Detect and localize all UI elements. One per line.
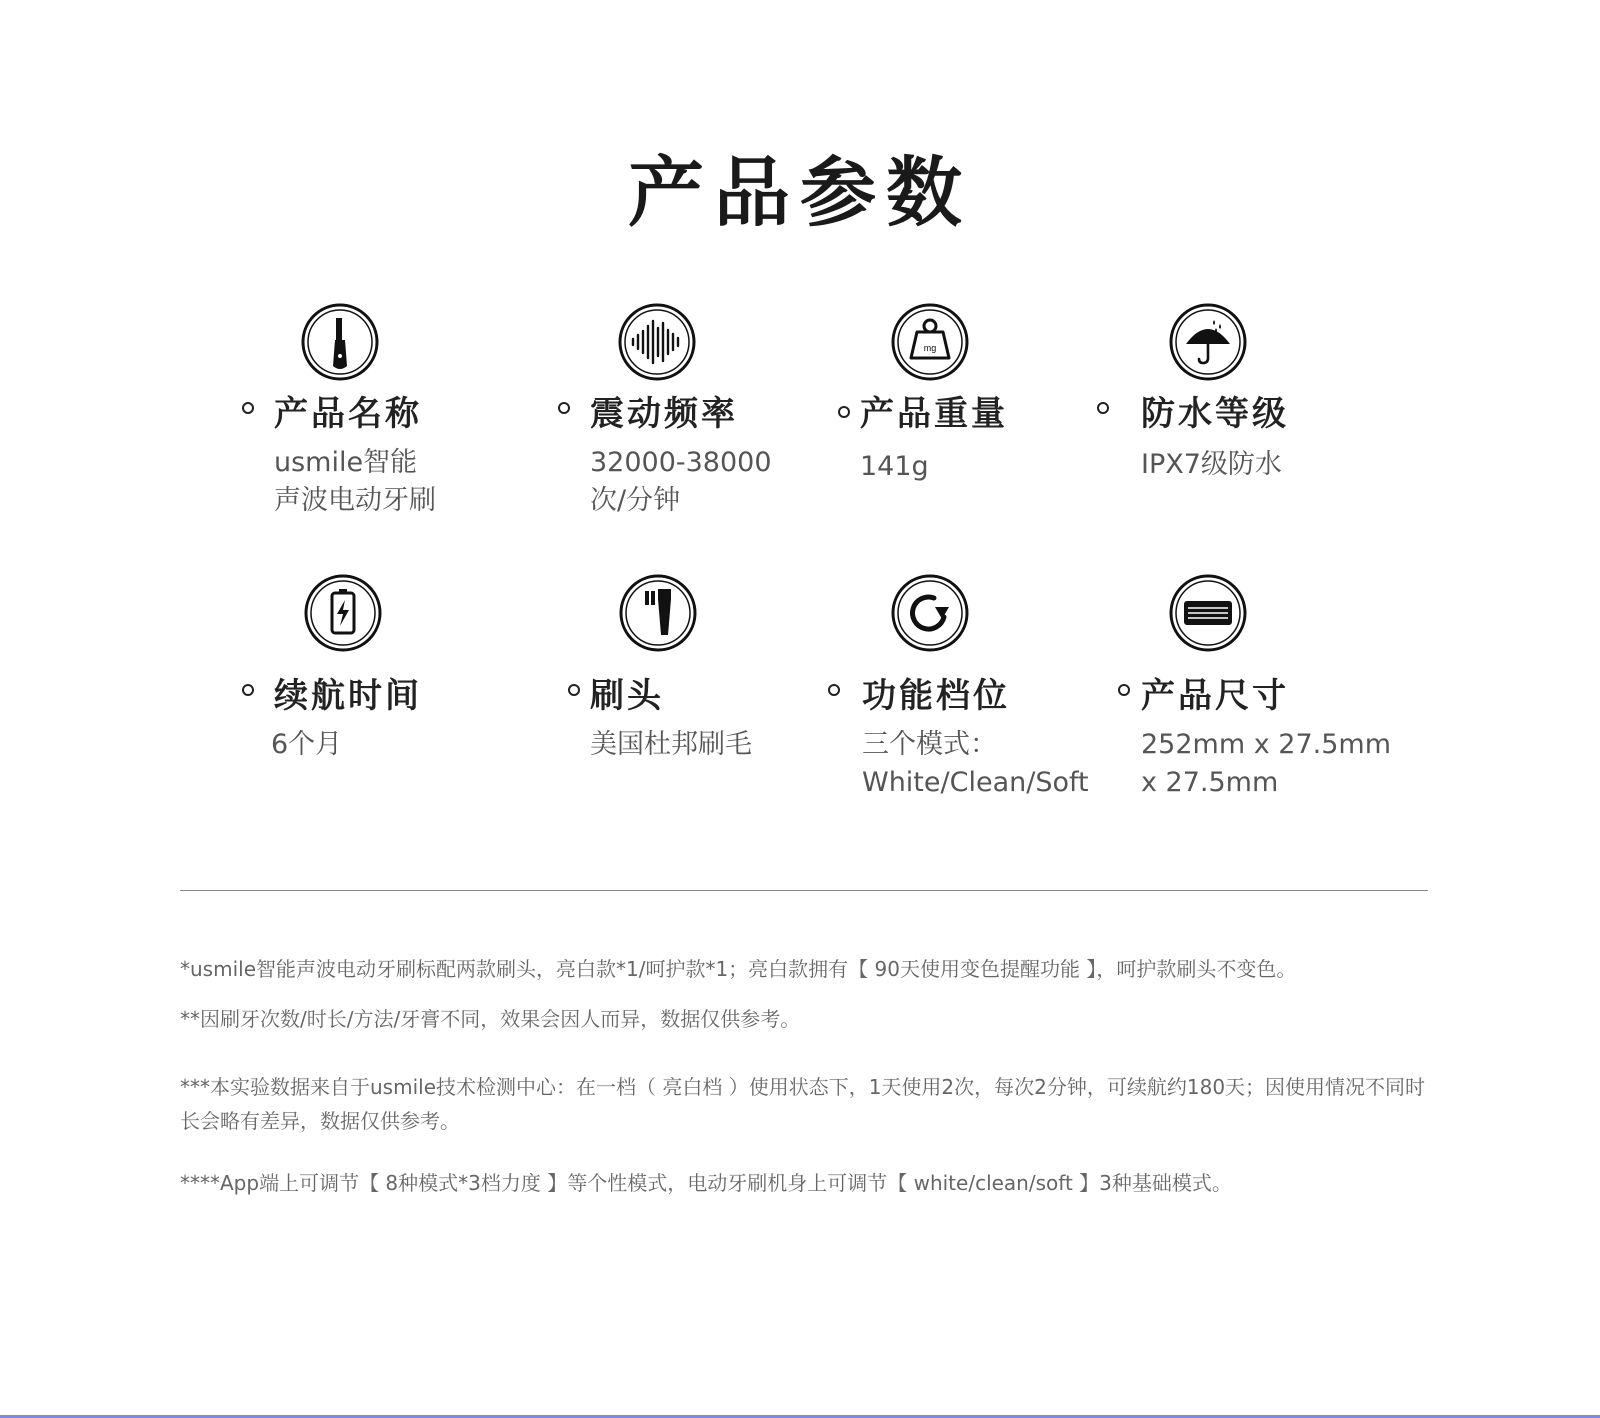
footnote: *usmile智能声波电动牙刷标配两款刷头，亮白款*1/呵护款*1；亮白款拥有【 90天使用变色提醒功能 】，呵护款刷头不变色。	[180, 957, 1297, 981]
spec-value: White/Clean/Soft	[862, 767, 1089, 798]
toothbrush-icon	[300, 302, 380, 382]
spec-value: 252mm x 27.5mm	[1141, 729, 1392, 760]
umbrella-rain-icon	[1168, 302, 1248, 382]
footnote: **因刷牙次数/时长/方法/牙膏不同，效果会因人而异，数据仅供参考。	[180, 1007, 801, 1031]
dimension-icon	[1168, 573, 1248, 653]
spec-value: 美国杜邦刷毛	[590, 729, 752, 760]
spec-label: 震动频率	[590, 394, 738, 434]
spec-label: 产品名称	[274, 394, 422, 434]
bullet-icon	[828, 684, 840, 696]
sound-wave-icon	[617, 302, 697, 382]
brush-head-icon	[618, 573, 698, 653]
spec-value: usmile智能	[274, 447, 418, 478]
footnote: ****App端上可调节【 8种模式*3档力度 】等个性模式，电动牙刷机身上可调节【 white/clean/soft 】3种基础模式。	[180, 1171, 1232, 1195]
bullet-icon	[838, 406, 850, 418]
divider	[180, 890, 1428, 891]
bullet-icon	[242, 684, 254, 696]
spec-value: 6个月	[271, 729, 343, 760]
weight-icon	[890, 302, 970, 382]
bullet-icon	[568, 684, 580, 696]
spec-value: x 27.5mm	[1141, 767, 1279, 798]
spec-label: 续航时间	[274, 676, 422, 716]
bullet-icon	[558, 402, 570, 414]
spec-value: 141g	[860, 451, 929, 482]
spec-label: 产品尺寸	[1141, 676, 1289, 716]
refresh-icon	[890, 573, 970, 653]
page-title: 产品参数	[628, 148, 972, 237]
spec-value: 32000-38000	[590, 447, 772, 478]
spec-label: 产品重量	[860, 394, 1008, 434]
bullet-icon	[242, 402, 254, 414]
svg-text:mg: mg	[923, 343, 937, 353]
bullet-icon	[1118, 684, 1130, 696]
spec-value: IPX7级防水	[1141, 449, 1282, 480]
spec-value: 声波电动牙刷	[274, 485, 436, 516]
spec-value: 次/分钟	[590, 485, 681, 516]
spec-label: 防水等级	[1141, 394, 1289, 434]
spec-value: 三个模式：	[862, 729, 997, 760]
bullet-icon	[1097, 402, 1109, 414]
battery-icon	[303, 573, 383, 653]
footnote: ***本实验数据来自于usmile技术检测中心：在一档（ 亮白档 ）使用状态下，1天使用2次，每次2分钟，可续航约180天；因使用情况不同时长会略有差异，数据仅供参考。	[180, 1075, 1426, 1133]
spec-label: 刷头	[590, 676, 664, 716]
spec-label: 功能档位	[862, 676, 1010, 716]
